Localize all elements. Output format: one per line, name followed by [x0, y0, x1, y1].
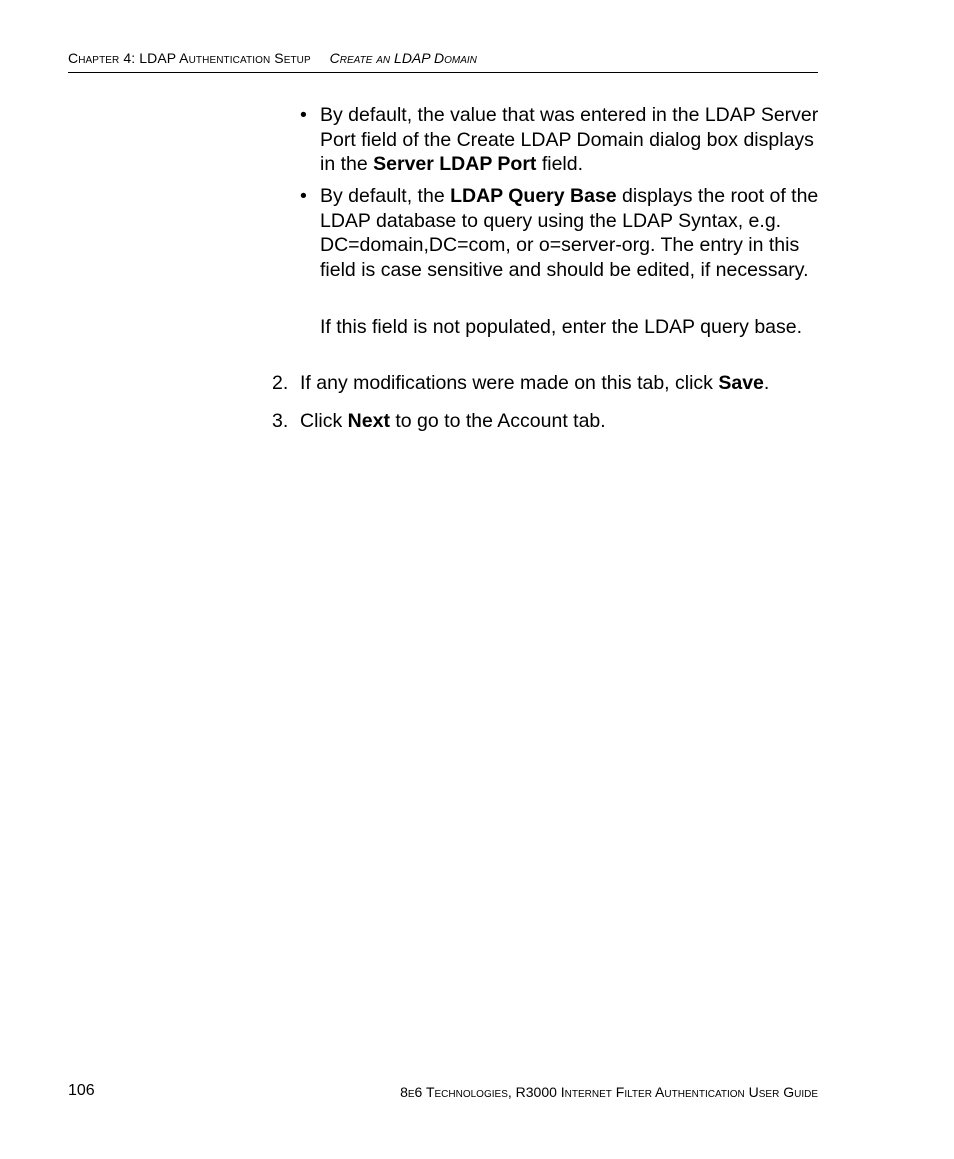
step-text: If any modifications were made on this tab, click: [300, 372, 719, 394]
note-paragraph: If this field is not populated, enter the LDAP query base.: [320, 316, 803, 338]
bullet-text-part: field.: [536, 153, 584, 175]
bullet-text-part: By default, the value that was entered in the LDAP Server Port field of the Create LDAP Domain dialog box displays in the: [320, 104, 819, 175]
bullet-text: [320, 184, 820, 282]
step-item: [272, 371, 822, 396]
step-text: .: [763, 372, 770, 394]
step-number: 3.: [272, 410, 289, 432]
bullet-text-part: By default, the: [320, 185, 451, 207]
step-text: to go to the Account tab.: [389, 410, 606, 432]
bullet-field-name: LDAP Query Base: [450, 185, 617, 207]
step-text: Click: [300, 410, 348, 432]
bullet-field-name: Server LDAP Port: [373, 153, 537, 175]
chapter-title: Chapter 4: LDAP Authentication Setup: [68, 50, 311, 66]
bullet-marker: •: [300, 185, 307, 207]
document-title: 8e6 Technologies, R3000 Internet Filter Authentication User Guide: [400, 1084, 818, 1100]
step-item: [272, 409, 822, 434]
bullet-text: [320, 103, 820, 177]
page-number: 106: [68, 1082, 95, 1099]
section-title: Create an LDAP Domain: [329, 50, 477, 66]
step-button-name: Save: [718, 372, 764, 394]
step-number: 2.: [272, 372, 289, 394]
bullet-marker: •: [300, 104, 307, 126]
step-button-name: Next: [347, 410, 390, 432]
bullet-text-part: displays the root of the LDAP database to query using the LDAP Syntax, e.g. DC=domain,DC=com, or o=server-org. The entry in this field is case sensitive and should be edited, if necessary.: [320, 185, 819, 281]
running-header: [68, 50, 818, 73]
